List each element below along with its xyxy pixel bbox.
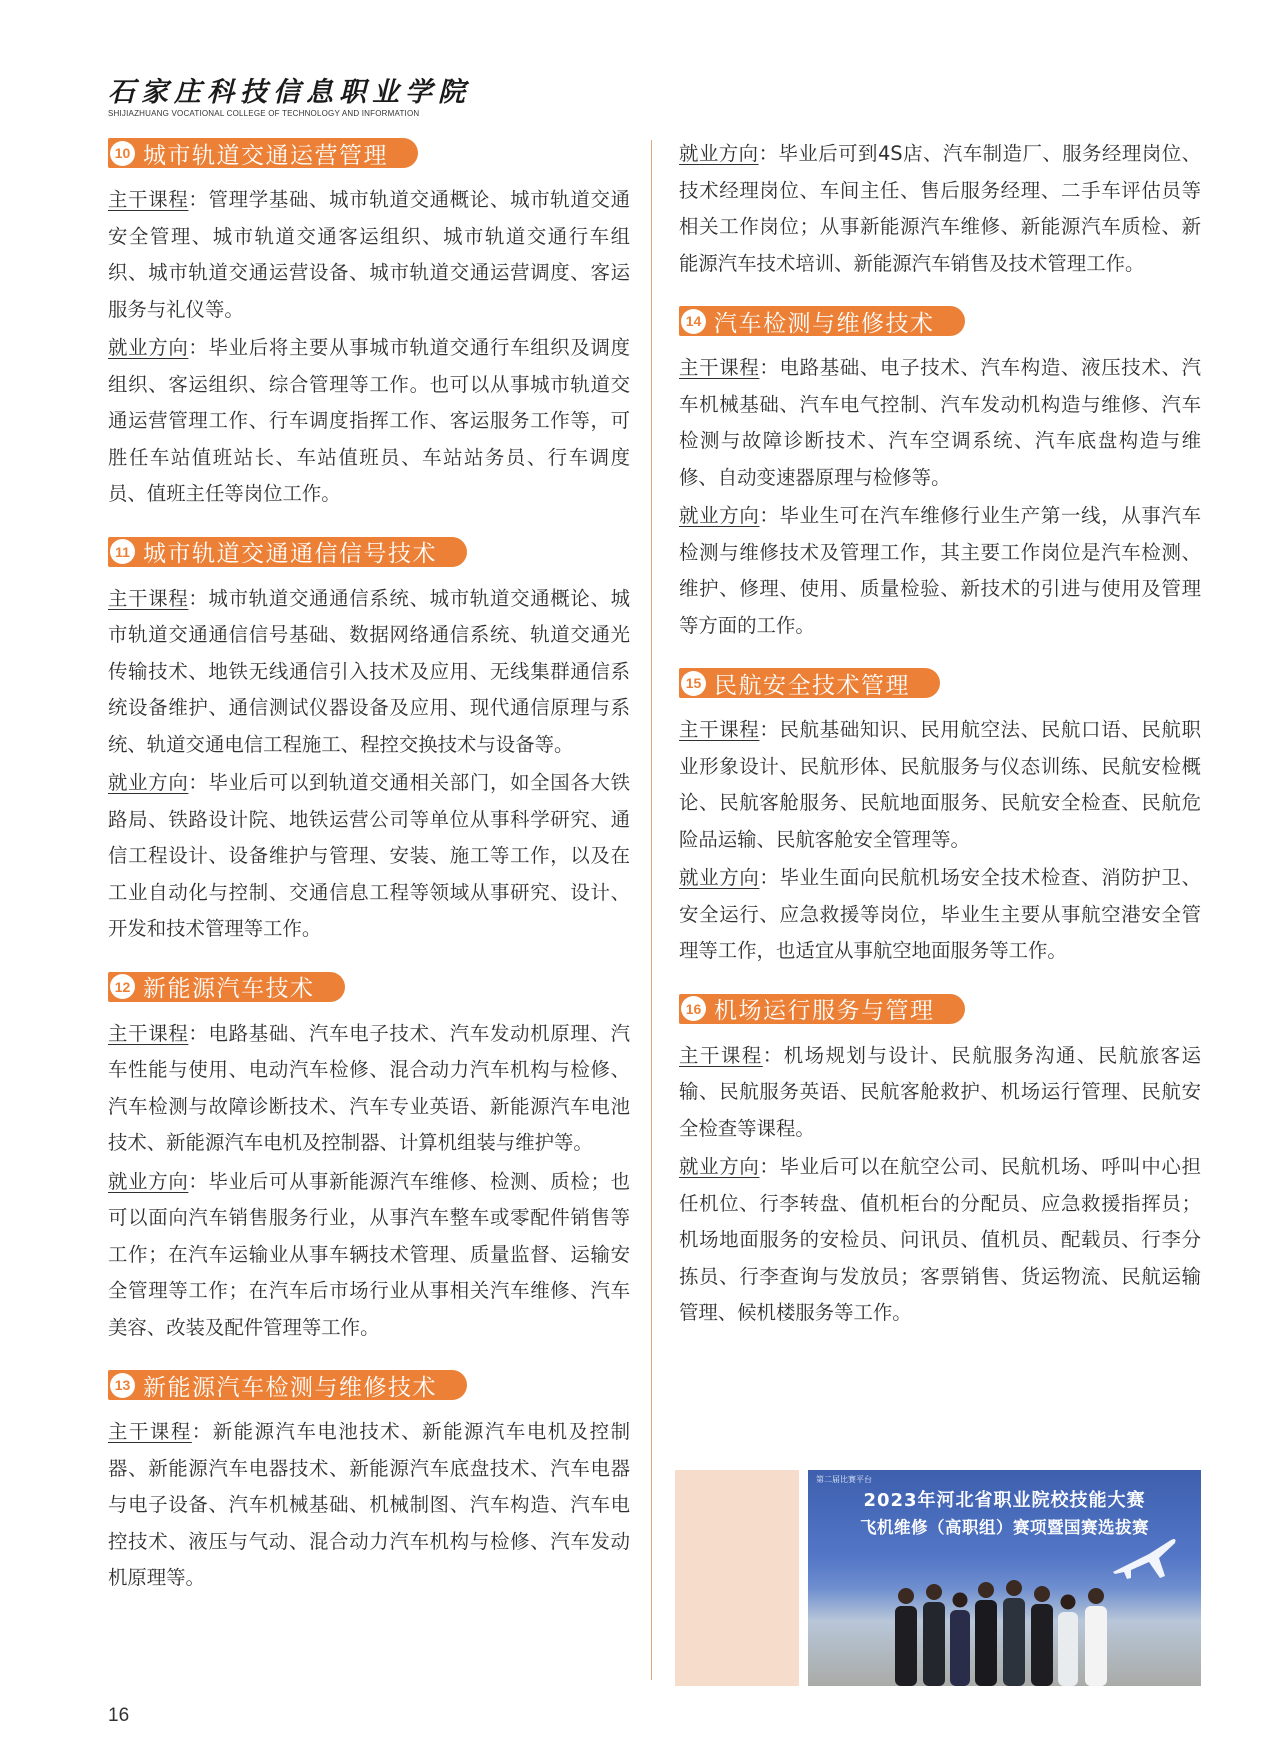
section-number-badge: 11 [110, 539, 135, 564]
person [1003, 1580, 1025, 1686]
college-logo [108, 78, 471, 118]
section-title-text: 民航安全技术管理 [714, 672, 910, 699]
section-number-badge: 10 [110, 141, 135, 166]
section-title-16 [679, 994, 965, 1024]
section-title-10 [108, 138, 418, 168]
career-text: ：毕业后可以到轨道交通相关部门，如全国各大铁路局、铁路设计院、地铁运营公司等单位从事科学研究、通信工程设计、设备维护与管理、安装、施工等工作，以及在工业自动化与控制、交通信息工程等领域从事研究、设计、开发和技术管理等工作。 [108, 771, 631, 940]
person [950, 1593, 970, 1687]
person [1085, 1588, 1107, 1686]
career-paragraph [108, 765, 630, 948]
career-label: 就业方向 [679, 504, 760, 527]
career-text: ：毕业后可以在航空公司、民航机场、呼叫中心担任机位、行李转盘、值机柜台的分配员、应急救援指挥员；机场地面服务的安检员、问讯员、值机员、配载员、行李分拣员、行李查询与发放员；客票销售、货运物流、民航运输管理、候机楼服务等工作。 [679, 1155, 1202, 1324]
section-title-12 [108, 972, 345, 1002]
career-text: ：毕业生面向民航机场安全技术检查、消防护卫、安全运行、应急救援等岗位，毕业生主要从事航空港安全管理等工作，也适宜从事航空地面服务等工作。 [679, 866, 1202, 962]
career-text: ：毕业生可在汽车维修行业生产第一线，从事汽车检测与维修技术及管理工作，其主要工作岗位是汽车检测、维护、修理、使用、质量检验、新技术的引进与使用及管理等方面的工作。 [679, 504, 1202, 637]
right-column [679, 136, 1201, 1334]
section-number-badge: 12 [110, 974, 135, 999]
logo-english: SHIJIAZHUANG VOCATIONAL COLLEGE OF TECHNOLOGY AND INFORMATION [108, 109, 420, 118]
course-text: ：机场规划与设计、民航服务沟通、民航旅客运输、民航服务英语、民航客舱救护、机场运行管理、民航安全检查等课程。 [679, 1043, 1202, 1140]
section-title-text: 机场运行服务与管理 [714, 998, 935, 1024]
column-divider [651, 140, 652, 1680]
course-label: 主干课程 [679, 718, 760, 741]
course-label: 主干课程 [679, 356, 760, 379]
competition-photo-block [675, 1470, 1201, 1686]
career-label: 就业方向 [679, 142, 759, 165]
course-label: 主干课程 [108, 586, 189, 610]
course-text: ：管理学基础、城市轨道交通概论、城市轨道交通安全管理、城市轨道交通客运组织、城市轨道交通行车组织、城市轨道交通运营设备、城市轨道交通运营调度、客运服务与礼仪等。 [108, 188, 631, 321]
section-number-badge: 15 [681, 671, 706, 696]
career-paragraph [679, 498, 1201, 644]
course-paragraph [108, 581, 630, 764]
section-title-text: 城市轨道交通运营管理 [143, 142, 388, 169]
section-title-text: 新能源汽车技术 [143, 976, 315, 1002]
career-paragraph [108, 1164, 630, 1347]
section-title-text: 汽车检测与维修技术 [714, 310, 935, 337]
section-title-text: 新能源汽车检测与维修技术 [143, 1374, 437, 1401]
photo-banner-subtitle: 飞机维修（高职组）赛项暨国赛选拔赛 [860, 1518, 1149, 1537]
career-paragraph [679, 136, 1201, 282]
person [895, 1588, 917, 1686]
course-paragraph [679, 350, 1201, 496]
course-text: ：民航基础知识、民用航空法、民航口语、民航职业形象设计、民航形体、民航服务与仪态训练、民航安检概论、民航客舱服务、民航地面服务、民航安全检查、民航危险品运输、民航客舱安全管理等。 [679, 718, 1202, 851]
section-title-14 [679, 306, 965, 336]
course-paragraph [679, 1038, 1201, 1148]
section-title-15 [679, 668, 940, 698]
left-column [108, 136, 630, 1599]
career-paragraph [679, 1149, 1201, 1332]
course-paragraph [108, 1016, 630, 1162]
course-text: ：电路基础、汽车电子技术、汽车发动机原理、汽车性能与使用、电动汽车检修、混合动力汽车机构与检修、汽车检测与故障诊断技术、汽车专业英语、新能源汽车电池技术、新能源汽车电机及控制器、计算机组装与维护等。 [108, 1021, 631, 1154]
course-label: 主干课程 [108, 1420, 192, 1443]
career-label: 就业方向 [108, 336, 189, 359]
course-label: 主干课程 [108, 188, 189, 211]
course-paragraph [108, 1414, 630, 1597]
person [1031, 1586, 1053, 1686]
course-label: 主干课程 [679, 1043, 763, 1067]
photo-banner-title: 2023年河北省职业院校技能大赛 [863, 1490, 1146, 1511]
career-paragraph [108, 330, 630, 513]
career-paragraph [679, 860, 1201, 970]
career-label: 就业方向 [679, 1155, 760, 1178]
student-group [886, 1566, 1126, 1686]
career-text: ：毕业后将主要从事城市轨道交通行车组织及调度组织、客运组织、综合管理等工作。也可以从事城市轨道交通运营管理工作、行车调度指挥工作、客运服务工作等，可胜任车站值班站长、车站值班员、车站站务员、行车调度员、值班主任等岗位工作。 [108, 336, 631, 505]
photo-small-caption: 第二届比赛平台 [816, 1475, 872, 1484]
section-title-text: 城市轨道交通通信信号技术 [143, 541, 437, 567]
photo-accent-panel [675, 1470, 799, 1686]
person [975, 1582, 997, 1686]
person [1058, 1595, 1078, 1687]
logo-chinese: 石家庄科技信息职业学院 [108, 77, 471, 108]
competition-photo [808, 1470, 1201, 1686]
career-label: 就业方向 [108, 771, 189, 794]
section-title-13 [108, 1370, 467, 1400]
section-number-badge: 14 [681, 309, 706, 334]
course-paragraph [679, 712, 1201, 858]
course-paragraph [108, 182, 630, 328]
career-text: ：毕业后可从事新能源汽车维修、检测、质检；也可以面向汽车销售服务行业，从事汽车整车或零配件销售等工作；在汽车运输业从事车辆技术管理、质量监督、运输安全管理等工作；在汽车后市场行业从事相关汽车维修、汽车美容、改装及配件管理等工作。 [108, 1169, 631, 1339]
page-number: 16 [108, 1705, 130, 1726]
section-title-11 [108, 537, 467, 567]
course-text: ：电路基础、电子技术、汽车构造、液压技术、汽车机械基础、汽车电气控制、汽车发动机构造与维修、汽车检测与故障诊断技术、汽车空调系统、汽车底盘构造与维修、自动变速器原理与检修等。 [679, 356, 1202, 489]
course-text: ：城市轨道交通通信系统、城市轨道交通概论、城市轨道交通通信信号基础、数据网络通信系统、轨道交通光传输技术、地铁无线通信引入技术及应用、无线集群通信系统设备维护、通信测试仪器设备及应用、现代通信原理与系统、轨道交通电信工程施工、程控交换技术与设备等。 [108, 586, 631, 756]
course-label: 主干课程 [108, 1021, 189, 1045]
career-label: 就业方向 [108, 1169, 189, 1193]
person [923, 1584, 945, 1686]
career-text: ：毕业后可到4S店、汽车制造厂、服务经理岗位、技术经理岗位、车间主任、售后服务经理、二手车评估员等相关工作岗位；从事新能源汽车维修、新能源汽车质检、新能源汽车技术培训、新能源汽车销售及技术管理工作。 [679, 142, 1201, 275]
career-label: 就业方向 [679, 866, 760, 889]
course-text: ：新能源汽车电池技术、新能源汽车电机及控制器、新能源汽车电器技术、新能源汽车底盘技术、汽车电器与电子设备、汽车机械基础、机械制图、汽车构造、汽车电控技术、液压与气动、混合动力汽车机构与检修、汽车发动机原理等。 [108, 1420, 631, 1589]
section-number-badge: 16 [681, 996, 706, 1021]
section-number-badge: 13 [110, 1373, 135, 1398]
